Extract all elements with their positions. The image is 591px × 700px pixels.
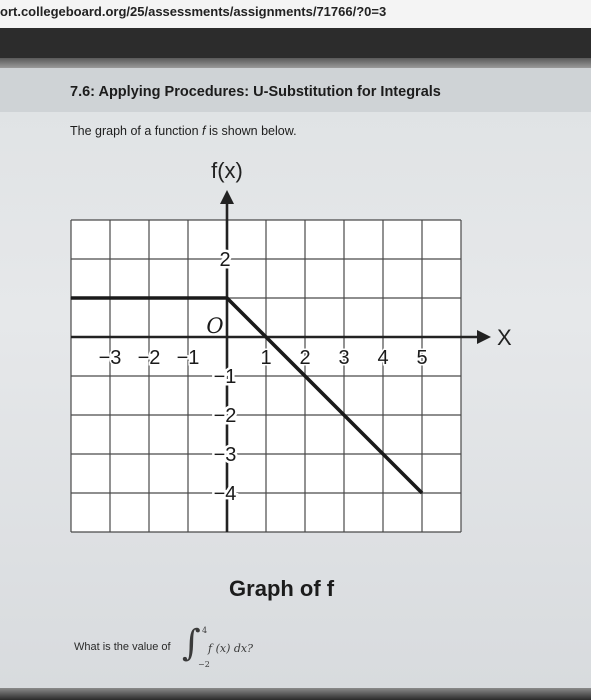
x-tick-label: 1	[260, 347, 272, 369]
function-f-vertex	[422, 493, 423, 494]
x-tick-label: −2	[137, 347, 161, 369]
url-text: ort.collegeboard.org/25/assessments/assignments/71766/?0=3	[0, 4, 387, 19]
y-tick-label: −4	[213, 483, 237, 505]
x-tick-label: 2	[299, 347, 311, 369]
x-tick-label: −3	[98, 347, 122, 369]
integrand: f (x) dx?	[208, 642, 253, 655]
question-text: What is the value of	[74, 641, 171, 653]
x-tick-label: 4	[377, 347, 389, 369]
prompt-text-start: The graph of a function	[70, 124, 203, 138]
function-f-vertex	[227, 298, 228, 299]
integral-lower-limit: −2	[198, 660, 210, 669]
integral-upper-limit: 4	[202, 626, 208, 635]
browser-toolbar	[0, 28, 591, 58]
y-tick-label: −3	[213, 444, 237, 466]
prompt-text-end: is shown below.	[205, 124, 297, 138]
chart-title: Graph of f	[229, 576, 335, 601]
origin-label: O	[206, 314, 224, 338]
y-axis-arrow-icon	[220, 190, 234, 204]
x-tick-label: 5	[416, 347, 428, 369]
address-bar[interactable]	[0, 0, 591, 30]
x-tick-label: −1	[176, 347, 200, 369]
x-axis-label: X	[497, 325, 512, 350]
function-f-vertex	[71, 298, 72, 299]
y-tick-label: −2	[213, 405, 237, 427]
x-tick-label: 3	[338, 347, 350, 369]
problem-prompt	[70, 124, 297, 138]
x-axis-arrow-icon	[477, 330, 491, 344]
prompt-function-name: f	[202, 124, 206, 138]
graph-figure	[60, 152, 512, 601]
graph-of-f-chart	[60, 152, 512, 601]
y-tick-label: 2	[219, 249, 231, 271]
y-axis-label: f(x)	[211, 158, 243, 183]
integral-expression	[178, 624, 288, 670]
y-tick-label: −1	[213, 366, 237, 388]
assignment-title: 7.6: Applying Procedures: U-Substitution for Integrals	[70, 84, 441, 100]
integral-sign-icon: ∫	[182, 623, 201, 664]
bottom-edge	[0, 688, 591, 700]
toolbar-shadow	[0, 58, 591, 68]
